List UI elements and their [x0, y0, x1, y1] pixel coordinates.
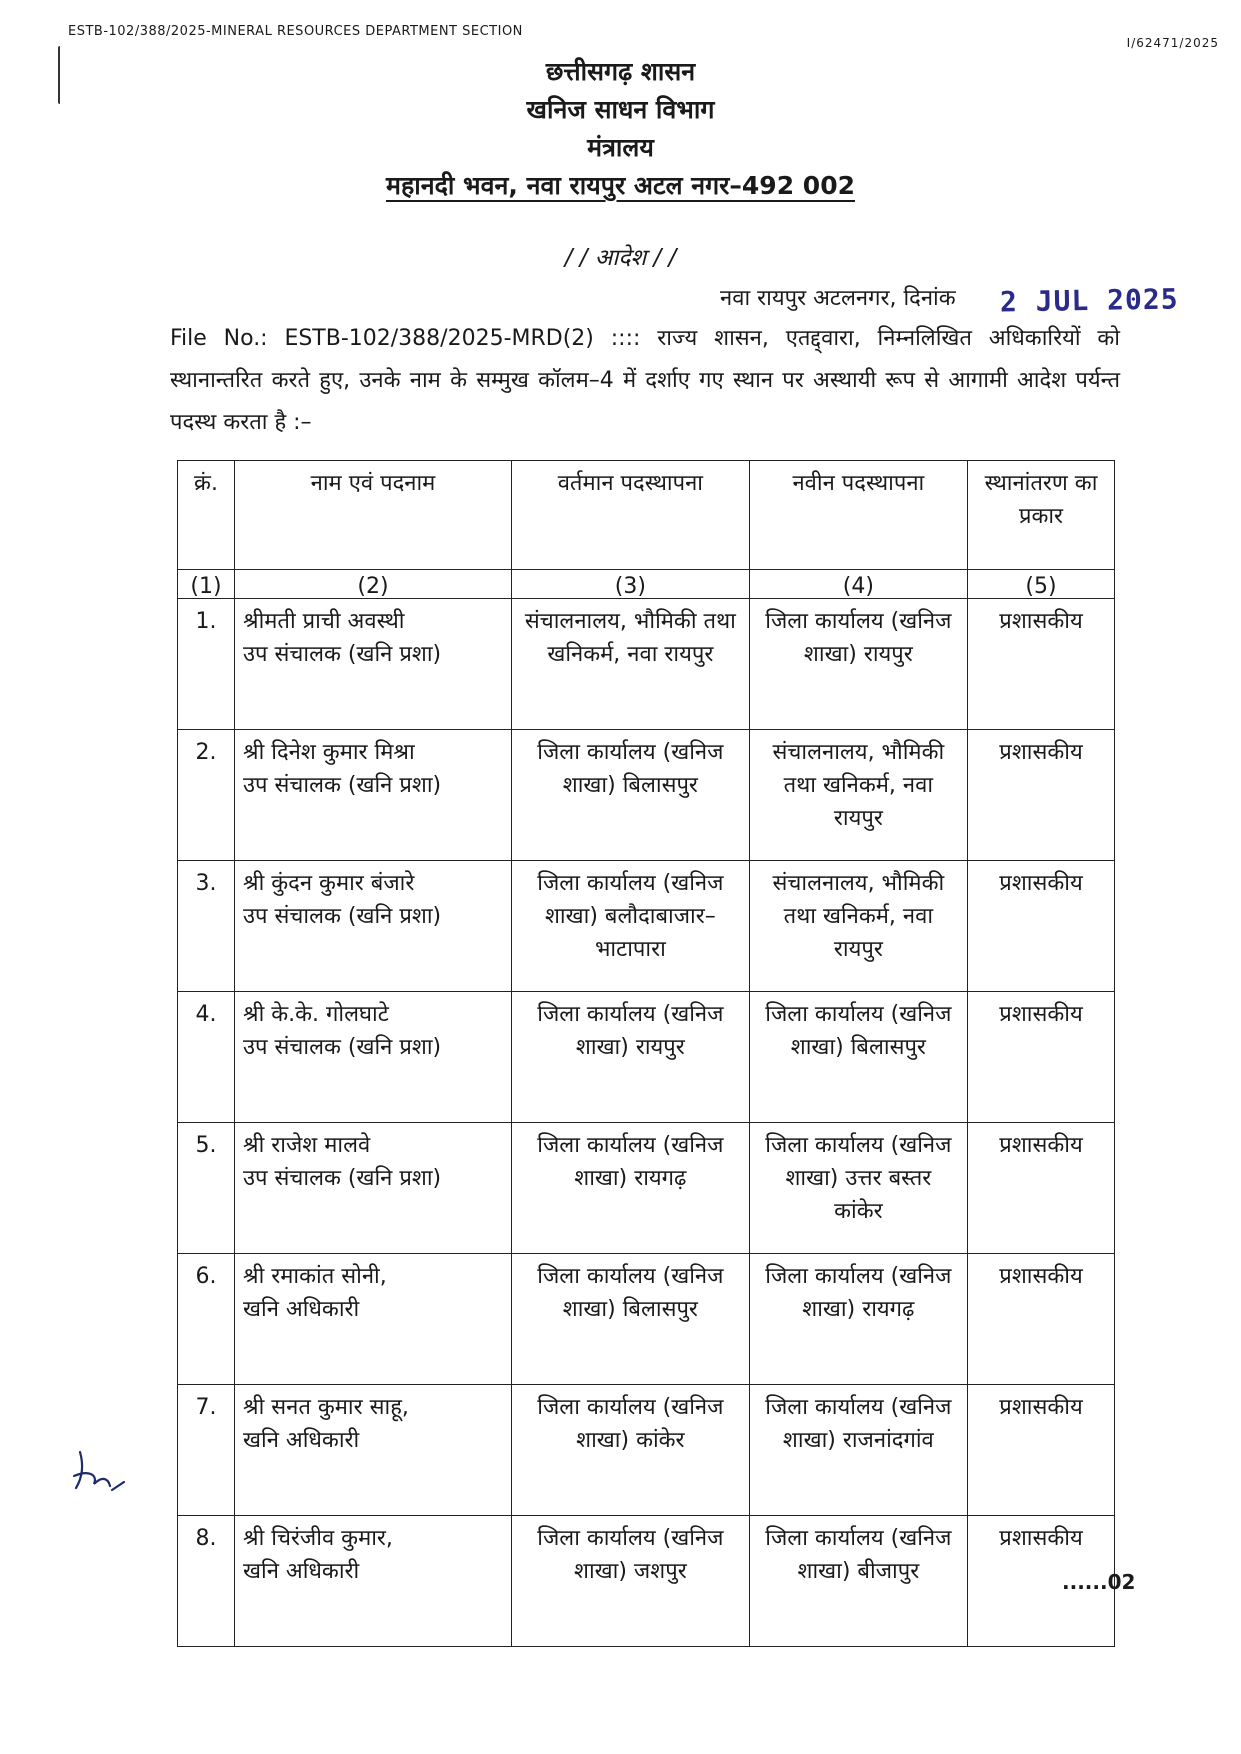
column-number: (2) [235, 570, 512, 599]
current-posting: जिला कार्यालय (खनिज शाखा) बिलासपुर [512, 730, 750, 861]
officer-designation: उप संचालक (खनि प्रशा) [243, 642, 442, 667]
new-posting: संचालनालय, भौमिकी तथा खनिकर्म, नवा रायपुर [749, 730, 967, 861]
transfer-type: प्रशासकीय [968, 1516, 1115, 1647]
table-row [178, 992, 1115, 1123]
header-department: खनिज साधन विभाग [526, 95, 715, 124]
transfer-type: प्रशासकीय [968, 861, 1115, 992]
transfer-type: प्रशासकीय [968, 599, 1115, 730]
officer-cell [235, 1123, 512, 1254]
officer-cell [235, 1254, 512, 1385]
table-row [178, 1516, 1115, 1647]
officer-name: श्री दिनेश कुमार मिश्रा [243, 740, 415, 765]
header-current-posting: वर्तमान पदस्थापना [512, 461, 750, 570]
officer-name: श्री के.के. गोलघाटे [243, 1002, 389, 1027]
officer-name: श्री राजेश मालवे [243, 1133, 371, 1158]
current-posting: जिला कार्यालय (खनिज शाखा) कांकेर [512, 1385, 750, 1516]
document-number: I/62471/2025 [1126, 36, 1219, 50]
officer-cell [235, 992, 512, 1123]
new-posting: जिला कार्यालय (खनिज शाखा) राजनांदगांव [749, 1385, 967, 1516]
officer-name: श्रीमती प्राची अवस्थी [243, 609, 405, 634]
column-number-row [178, 570, 1115, 599]
officer-designation: खनि अधिकारी [243, 1559, 360, 1584]
transfer-type: प्रशासकीय [968, 1123, 1115, 1254]
serial-number: 4. [178, 992, 235, 1123]
new-posting: जिला कार्यालय (खनिज शाखा) उत्तर बस्तर कांकेर [749, 1123, 967, 1254]
officer-designation: उप संचालक (खनि प्रशा) [243, 1166, 442, 1191]
header-address: महानदी भवन, नवा रायपुर अटल नगर–492 002 [386, 171, 855, 200]
transfer-type: प्रशासकीय [968, 1254, 1115, 1385]
order-title: / / आदेश / / [564, 245, 677, 271]
transfer-type: प्रशासकीय [968, 730, 1115, 861]
officer-cell [235, 599, 512, 730]
officer-name: श्री कुंदन कुमार बंजारे [243, 871, 415, 896]
table-row [178, 1385, 1115, 1516]
officer-designation: खनि अधिकारी [243, 1297, 360, 1322]
officer-designation: खनि अधिकारी [243, 1428, 360, 1453]
serial-number: 8. [178, 1516, 235, 1647]
separator: :::: [610, 326, 641, 351]
new-posting: जिला कार्यालय (खनिज शाखा) रायगढ़ [749, 1254, 967, 1385]
column-number: (3) [512, 570, 750, 599]
table-row [178, 1254, 1115, 1385]
new-posting: जिला कार्यालय (खनिज शाखा) बिलासपुर [749, 992, 967, 1123]
header-ministry: मंत्रालय [587, 133, 654, 162]
officer-name: श्री रमाकांत सोनी, [243, 1264, 387, 1289]
initials-signature [68, 1446, 138, 1496]
table-row [178, 1123, 1115, 1254]
column-number: (4) [749, 570, 967, 599]
transfer-table [177, 460, 1115, 1647]
column-number: (5) [968, 570, 1115, 599]
new-posting: जिला कार्यालय (खनिज शाखा) बीजापुर [749, 1516, 967, 1647]
header-transfer-type: स्थानांतरण का प्रकार [968, 461, 1115, 570]
serial-number: 2. [178, 730, 235, 861]
officer-cell [235, 861, 512, 992]
transfer-type: प्रशासकीय [968, 1385, 1115, 1516]
current-posting: जिला कार्यालय (खनिज शाखा) जशपुर [512, 1516, 750, 1647]
file-reference-header: ESTB-102/388/2025-MINERAL RESOURCES DEPARTMENT SECTION [68, 24, 523, 39]
transfer-type: प्रशासकीय [968, 992, 1115, 1123]
intro-paragraph [170, 318, 1120, 444]
date-stamp: 2 JUL 2025 [999, 282, 1179, 319]
header-new-posting: नवीन पदस्थापना [749, 461, 967, 570]
header-name: नाम एवं पदनाम [235, 461, 512, 570]
intro-text: राज्य शासन, एतद्द्वारा, निम्नलिखित अधिकारियों को स्थानान्तरित करते हुए, उनके नाम के सम्मुख कॉलम–4 में दर्शाए गए स्थान पर अस्थायी रूप से आगामी आदेश पर्यन्त पदस्थ करता है :– [170, 326, 1120, 435]
serial-number: 3. [178, 861, 235, 992]
header-serial: क्रं. [178, 461, 235, 570]
serial-number: 6. [178, 1254, 235, 1385]
table-header-row [178, 461, 1115, 570]
serial-number: 5. [178, 1123, 235, 1254]
dateline: नवा रायपुर अटलनगर, दिनांक [720, 286, 956, 311]
new-posting: संचालनालय, भौमिकी तथा खनिकर्म, नवा रायपुर [749, 861, 967, 992]
current-posting: जिला कार्यालय (खनिज शाखा) बिलासपुर [512, 1254, 750, 1385]
current-posting: संचालनालय, भौमिकी तथा खनिकर्म, नवा रायपुर [512, 599, 750, 730]
officer-cell [235, 1516, 512, 1647]
officer-cell [235, 1385, 512, 1516]
serial-number: 7. [178, 1385, 235, 1516]
table-row [178, 730, 1115, 861]
file-number: File No.: ESTB-102/388/2025-MRD(2) [170, 326, 594, 351]
serial-number: 1. [178, 599, 235, 730]
current-posting: जिला कार्यालय (खनिज शाखा) रायपुर [512, 992, 750, 1123]
table-row [178, 861, 1115, 992]
current-posting: जिला कार्यालय (खनिज शाखा) रायगढ़ [512, 1123, 750, 1254]
officer-cell [235, 730, 512, 861]
header-government: छत्तीसगढ़ शासन [545, 57, 696, 86]
table-row [178, 599, 1115, 730]
new-posting: जिला कार्यालय (खनिज शाखा) रायपुर [749, 599, 967, 730]
officer-designation: उप संचालक (खनि प्रशा) [243, 1035, 442, 1060]
officer-name: श्री चिरंजीव कुमार, [243, 1526, 393, 1551]
officer-designation: उप संचालक (खनि प्रशा) [243, 773, 442, 798]
current-posting: जिला कार्यालय (खनिज शाखा) बलौदाबाजार–भाटापारा [512, 861, 750, 992]
officer-designation: उप संचालक (खनि प्रशा) [243, 904, 442, 929]
column-number: (1) [178, 570, 235, 599]
officer-name: श्री सनत कुमार साहू, [243, 1395, 409, 1420]
page-continuation: ......02 [1062, 1570, 1136, 1594]
